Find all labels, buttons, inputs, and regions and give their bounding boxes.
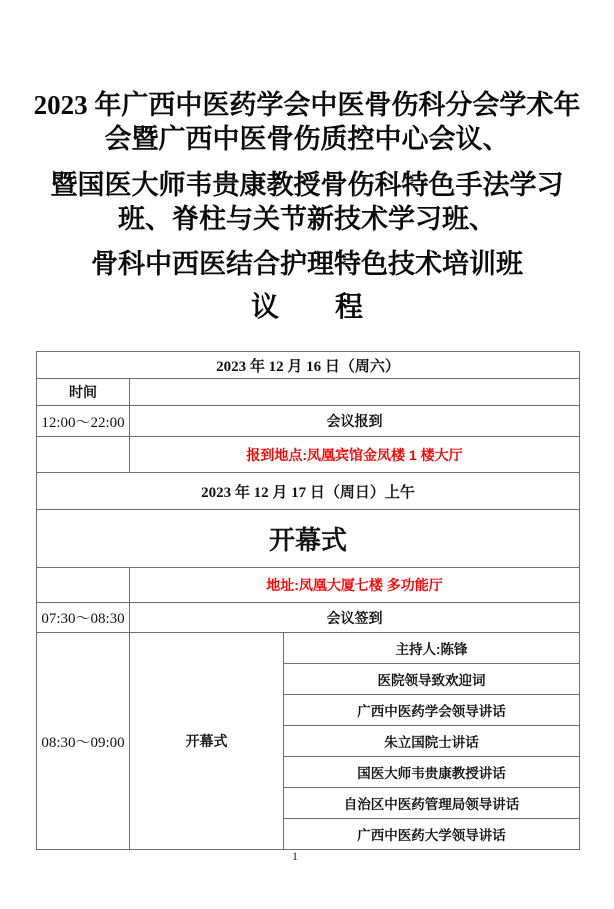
day2-date-header: 2023 年 12 月 17 日（周日）上午 (37, 473, 580, 510)
opening-time: 08:30～09:00 (37, 633, 130, 850)
opening-ceremony-heading-row (37, 510, 580, 568)
opening-item: 医院领导致欢迎词 (284, 664, 580, 695)
document-title-line-1: 2023 年广西中医药学会中医骨伤科分会学术年 (33, 90, 581, 120)
page-number: 1 (292, 849, 298, 863)
opening-item: 国医大师韦贵康教授讲话 (284, 757, 580, 788)
registration-event: 会议报到 (130, 406, 580, 437)
time-label-row (37, 379, 580, 406)
signin-row (37, 603, 580, 633)
document-title-line-2: 会暨广西中医骨伤质控中心会议、 (104, 124, 510, 154)
document-title (0, 88, 614, 325)
empty-cell (130, 379, 580, 406)
document-title-line-5: 骨科中西医结合护理特色技术培训班 (91, 249, 523, 279)
empty-cell (37, 568, 130, 603)
document-title-line-4: 班、脊柱与关节新技术学习班、 (118, 204, 496, 234)
agenda-heading: 议 程 (250, 292, 363, 323)
document-title-line-3: 暨国医大师韦贵康教授骨伤科特色手法学习 (50, 170, 564, 200)
opening-session-row (37, 633, 580, 664)
opening-session-label: 开幕式 (130, 633, 284, 850)
registration-row (37, 406, 580, 437)
day2-date-row (37, 473, 580, 510)
opening-item: 广西中医药大学领导讲话 (284, 819, 580, 850)
opening-item: 广西中医药学会领导讲话 (284, 695, 580, 726)
schedule-table (36, 351, 580, 850)
registration-location-note: 报到地点:凤凰宾馆金凤楼 1 楼大厅 (130, 437, 580, 473)
time-column-label: 时间 (37, 379, 130, 406)
opening-item-host: 主持人:陈锋 (284, 633, 580, 664)
venue-address-row (37, 568, 580, 603)
signin-event: 会议签到 (130, 603, 580, 633)
signin-time: 07:30～08:30 (37, 603, 130, 633)
opening-item: 朱立国院士讲话 (284, 726, 580, 757)
empty-cell (37, 437, 130, 473)
opening-item: 自治区中医药管理局领导讲话 (284, 788, 580, 819)
registration-location-row (37, 437, 580, 473)
day1-date-header: 2023 年 12 月 16 日（周六） (37, 352, 580, 379)
registration-time: 12:00～22:00 (37, 406, 130, 437)
opening-ceremony-heading: 开幕式 (37, 510, 580, 568)
venue-address-note: 地址:凤凰大厦七楼 多功能厅 (130, 568, 580, 603)
day1-date-row (37, 352, 580, 379)
